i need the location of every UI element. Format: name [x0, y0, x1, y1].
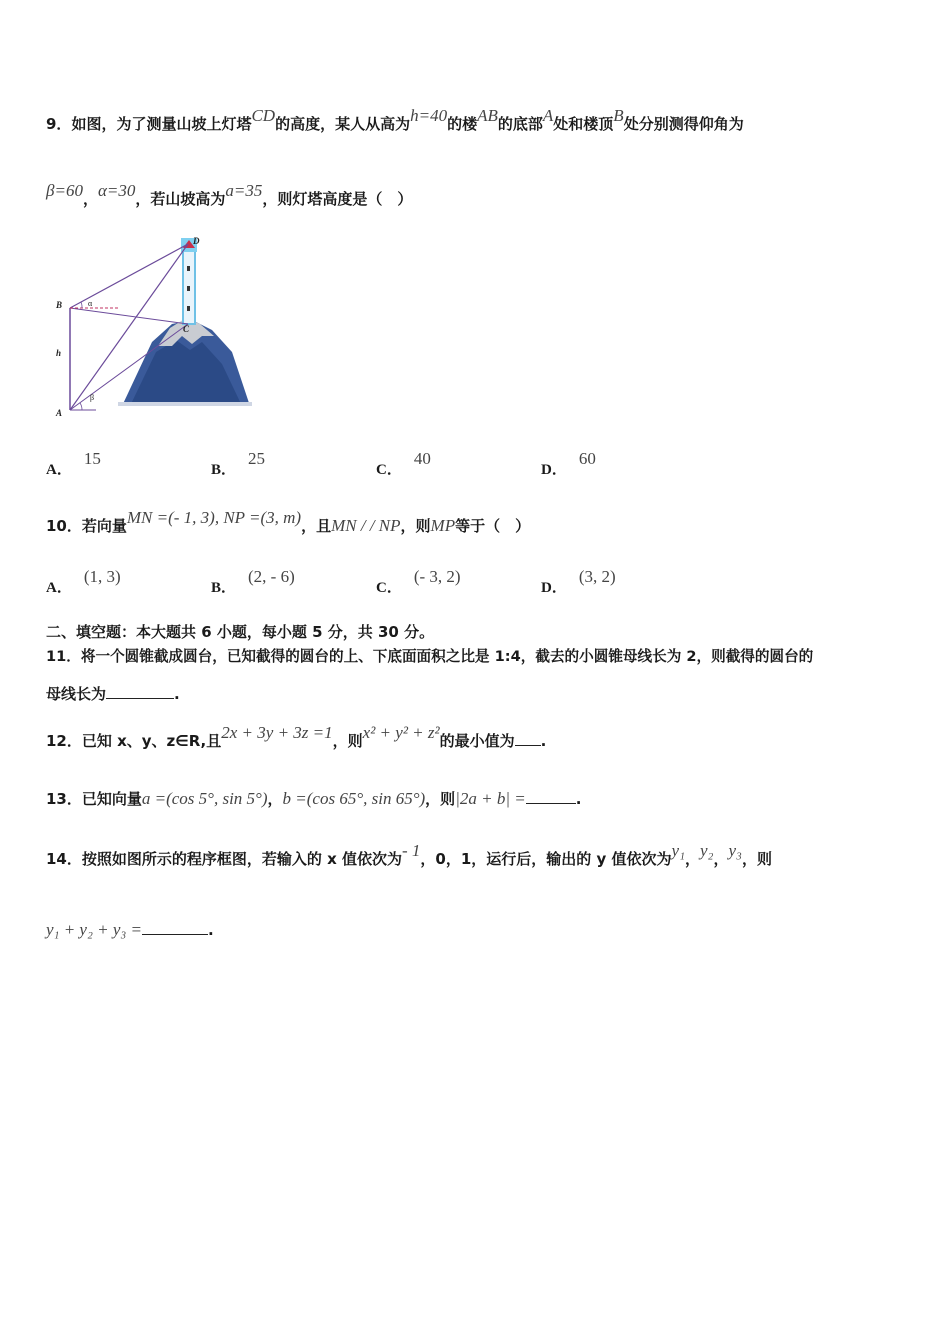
q14-math-sum: y₁ + y₂ + y₃ = [46, 920, 143, 939]
q9-math-beta: β=60 [46, 181, 83, 200]
q13-text-3: ，则 [425, 790, 456, 808]
lighthouse-window-3 [187, 306, 190, 311]
q14-text-3: ， [685, 850, 701, 868]
option-label: B． [211, 462, 237, 478]
q10-text-3: ，则 [400, 517, 431, 535]
q14-answer-blank[interactable] [142, 920, 208, 935]
q11-line2 [46, 684, 180, 704]
q12-math-sum-squares: x² + y² + z² [362, 723, 440, 742]
q9-text-5: 处和楼顶 [553, 115, 614, 133]
q13-text-2: ， [267, 790, 283, 808]
lighthouse-window-1 [187, 266, 190, 271]
q11-text-2: 母线长为 [46, 685, 107, 703]
q14-math-y1: y₁ [671, 841, 685, 860]
q14-text-2: ，0，1，运行后，输出的 y 值依次为 [420, 850, 672, 868]
q9-math-slope: a=35 [225, 181, 263, 200]
label-a: A [56, 408, 63, 418]
q10-option-b[interactable] [211, 567, 295, 597]
q9-math-ab: AB [477, 106, 498, 125]
q14-line2 [46, 920, 214, 940]
q13-line [46, 789, 581, 809]
q9-option-d[interactable] [541, 449, 596, 479]
q10-option-c[interactable] [376, 567, 461, 597]
q9-text-1: 如图，为了测量山坡上灯塔 [71, 115, 252, 133]
q10-text-4: 等于（ ） [455, 517, 531, 535]
q12-text-1: 12．已知 x、y、z∈R,且 [46, 732, 222, 750]
q10-option-a[interactable] [46, 567, 121, 597]
q12-math-constraint: 2x + 3y + 3z =1 [221, 723, 333, 742]
sight-line-b-c [70, 308, 188, 324]
label-beta: β [90, 393, 95, 402]
q10-text-1: 若向量 [81, 517, 127, 535]
q13-math-norm: |2a + b| = [455, 789, 526, 808]
lighthouse-tower [183, 246, 195, 324]
option-label: A． [46, 580, 72, 596]
q12-text-2: ，则 [332, 732, 363, 750]
q14-text-4: ， [713, 850, 729, 868]
q12-answer-blank[interactable] [515, 731, 541, 746]
q10-number: 10． [46, 517, 82, 535]
q14-math-y3: y₃ [728, 841, 742, 860]
option-value: (3, 2) [578, 567, 616, 586]
q11-end: . [174, 685, 180, 703]
q9-option-b[interactable] [211, 449, 266, 479]
q10-math-vectors: MN =(- 1, 3), NP =(3, m) [126, 508, 302, 527]
option-value: (- 3, 2) [413, 567, 461, 586]
option-value: 15 [83, 449, 101, 468]
option-value: (2, - 6) [248, 567, 295, 586]
q14-text-1: 14．按照如图所示的程序框图，若输入的 x 值依次为 [46, 850, 402, 868]
option-label: C． [376, 580, 402, 596]
q12-line [46, 723, 547, 751]
q9-line1 [46, 106, 744, 134]
q9-text-7: ， [82, 190, 98, 208]
q13-text-1: 13．已知向量 [46, 790, 142, 808]
ground [118, 402, 252, 406]
label-c: C [183, 324, 190, 334]
q10-option-d[interactable] [541, 567, 616, 597]
q14-end: . [208, 921, 214, 939]
option-value: 25 [248, 449, 266, 468]
q14-math-y2: y₂ [700, 841, 714, 860]
q9-math-h: h=40 [410, 106, 448, 125]
q12-end: . [540, 732, 547, 750]
q9-math-alpha: α=30 [97, 181, 136, 200]
q9-number: 9． [46, 115, 72, 133]
q10-math-mp: MP [430, 516, 456, 535]
option-label: D． [541, 580, 567, 596]
q10-math-parallel: MN / / NP [331, 516, 401, 535]
label-alpha: α [88, 299, 93, 308]
label-h: h [56, 348, 62, 358]
q9-text-3: 的楼 [447, 115, 478, 133]
lighthouse-window-2 [187, 286, 190, 291]
lighthouse-figure [52, 232, 252, 420]
q13-end: . [575, 790, 582, 808]
q9-text-4: 的底部 [497, 115, 543, 133]
q9-line2 [46, 181, 413, 209]
option-value: 60 [578, 449, 596, 468]
q11-line1: 11．将一个圆锥截成圆台，已知截得的圆台的上、下底面面积之比是 1:4，截去的小圆锥母线长为 2，则截得的圆台的 [46, 648, 814, 665]
q13-answer-blank[interactable] [526, 789, 576, 804]
option-label: D． [541, 462, 567, 478]
q10-text-2: ，且 [301, 517, 332, 535]
q9-math-cd: CD [251, 106, 276, 125]
option-value: 40 [413, 449, 431, 468]
q9-text-2: 的高度，某人从高为 [275, 115, 411, 133]
q9-text-9: ，则灯塔高度是（ ） [262, 190, 413, 208]
q9-text-6: 处分别测得仰角为 [623, 115, 744, 133]
q14-math-minus-one: - 1 [402, 841, 421, 860]
beta-arc [80, 403, 82, 410]
option-label: A． [46, 462, 72, 478]
q11-answer-blank[interactable] [106, 684, 174, 699]
q14-line1 [46, 841, 772, 869]
option-label: B． [211, 580, 237, 596]
q9-option-c[interactable] [376, 449, 431, 479]
q13-math-b: b =(cos 65°, sin 65°) [282, 789, 426, 808]
option-value: (1, 3) [83, 567, 121, 586]
q12-text-3: 的最小值为 [439, 732, 515, 750]
alpha-arc [81, 302, 82, 308]
label-b: B [56, 300, 63, 310]
q9-math-a: A [542, 106, 554, 125]
section-2-title: 二、填空题：本大题共 6 小题，每小题 5 分，共 30 分。 [46, 623, 435, 641]
q9-math-b: B [613, 106, 624, 125]
label-d: D [193, 236, 200, 246]
q9-text-8: ，若山坡高为 [135, 190, 226, 208]
q13-math-a: a =(cos 5°, sin 5°) [141, 789, 268, 808]
q10-line [46, 508, 531, 536]
q14-text-5: ，则 [741, 850, 772, 868]
q9-option-a[interactable] [46, 449, 101, 479]
option-label: C． [376, 462, 402, 478]
